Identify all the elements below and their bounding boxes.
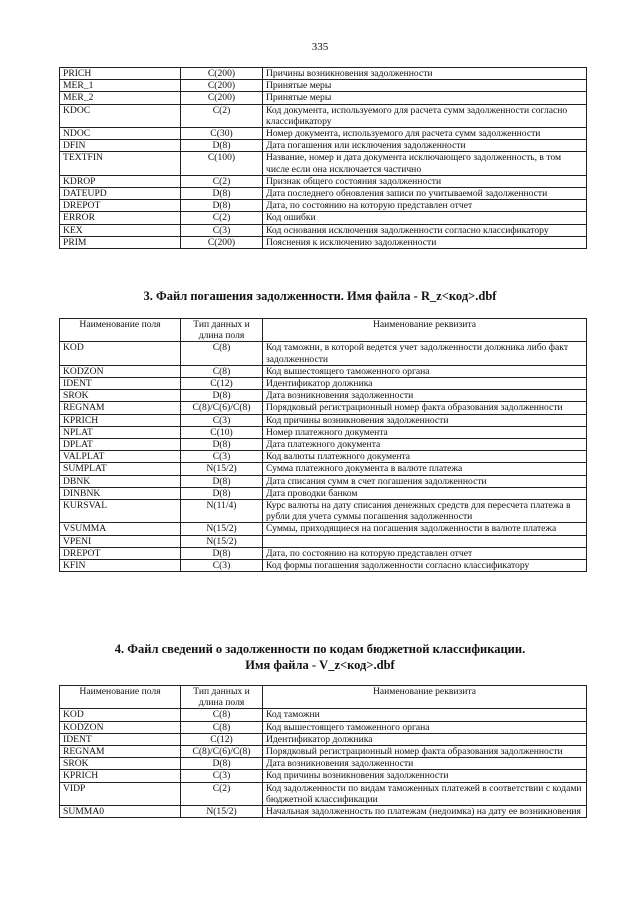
field-name-cell: KDOC [60, 104, 181, 127]
attribute-name-cell: Дата возникновения задолженности [263, 390, 587, 402]
data-type-cell: N(15/2) [181, 535, 263, 547]
repayment-file-table [59, 318, 587, 572]
field-name-cell: DPLAT [60, 439, 181, 451]
data-type-cell: D(8) [181, 475, 263, 487]
attribute-name-cell: Признак общего состояния задолженности [263, 175, 587, 187]
table-row [60, 782, 587, 805]
field-name-cell: REGNAM [60, 746, 181, 758]
data-type-cell: C(10) [181, 426, 263, 438]
field-name-cell: DBNK [60, 475, 181, 487]
attribute-name-cell: Код основания исключения задолженности согласно классификатору [263, 224, 587, 236]
field-name-cell: KFIN [60, 560, 181, 572]
data-type-cell: N(15/2) [181, 463, 263, 475]
table-row [60, 500, 587, 523]
table-row [60, 806, 587, 818]
attribute-name-cell: Идентификатор должника [263, 733, 587, 745]
attribute-name-cell: Название, номер и дата документа исключающего задолженность, в том числе если она исключается частично [263, 152, 587, 175]
attribute-name-cell: Код ошибки [263, 212, 587, 224]
data-type-cell: N(15/2) [181, 806, 263, 818]
field-name-cell: SUMMA0 [60, 806, 181, 818]
data-type-cell: C(3) [181, 224, 263, 236]
field-name-cell: NPLAT [60, 426, 181, 438]
data-type-cell: C(2) [181, 104, 263, 127]
attribute-name-cell: Код вышестоящего таможенного органа [263, 365, 587, 377]
table-row [60, 523, 587, 535]
data-type-cell: C(30) [181, 128, 263, 140]
attribute-name-cell: Пояснения к исключению задолженности [263, 236, 587, 248]
table-row [60, 770, 587, 782]
field-name-cell: SROK [60, 390, 181, 402]
field-name-cell: ERROR [60, 212, 181, 224]
attribute-name-cell: Начальная задолженность по платежам (недоимка) на дату ее возникновения [263, 806, 587, 818]
data-type-cell: C(12) [181, 378, 263, 390]
attribute-name-cell: Номер документа, используемого для расчета сумм задолженности [263, 128, 587, 140]
data-type-cell: D(8) [181, 439, 263, 451]
field-name-cell: KPRICH [60, 770, 181, 782]
table-row [60, 200, 587, 212]
data-type-cell: C(2) [181, 212, 263, 224]
attribute-name-cell: Код валюты платежного документа [263, 451, 587, 463]
field-name-cell: KEX [60, 224, 181, 236]
field-name-cell: DREPOT [60, 547, 181, 559]
field-name-cell: VIDP [60, 782, 181, 805]
table-row [60, 560, 587, 572]
data-type-cell: D(8) [181, 487, 263, 499]
attribute-name-cell: Суммы, приходящиеся на погашения задолженности в валюте платежа [263, 523, 587, 535]
data-type-cell: C(8) [181, 342, 263, 365]
section-3-title: 3. Файл погашения задолженности. Имя файла - R_z<код>.dbf [143, 289, 497, 303]
field-name-cell: KPRICH [60, 414, 181, 426]
attribute-name-cell: Дата, по состоянию на которую представлен отчет [263, 200, 587, 212]
field-name-cell: KOD [60, 709, 181, 721]
data-type-cell: D(8) [181, 188, 263, 200]
budget-classification-file-table [59, 685, 587, 818]
attribute-name-cell: Код таможни, в которой ведется учет задолженности должника либо факт задолженности [263, 342, 587, 365]
field-name-cell: PRIM [60, 236, 181, 248]
table-row [60, 175, 587, 187]
field-name-cell: KDROP [60, 175, 181, 187]
attribute-name-cell: Дата погашения или исключения задолженности [263, 140, 587, 152]
field-name-cell: SROK [60, 758, 181, 770]
data-type-cell: C(3) [181, 560, 263, 572]
table-row [60, 188, 587, 200]
data-type-cell: C(12) [181, 733, 263, 745]
attribute-name-cell: Дата возникновения задолженности [263, 758, 587, 770]
field-name-cell: SUMPLAT [60, 463, 181, 475]
data-type-cell: C(8) [181, 721, 263, 733]
attribute-name-cell: Курс валюты на дату списания денежных средств для пересчета платежа в рубли для учета суммы погашения задолженности [263, 500, 587, 523]
attribute-name-cell: Код документа, используемого для расчета сумм задолженности согласно классификатору [263, 104, 587, 127]
table-row [60, 212, 587, 224]
table-row [60, 80, 587, 92]
data-type-cell: C(200) [181, 236, 263, 248]
data-type-cell: N(15/2) [181, 523, 263, 535]
data-type-cell: C(2) [181, 782, 263, 805]
field-name-cell: IDENT [60, 378, 181, 390]
column-header-data-type: Тип данных и длина поля [181, 319, 263, 342]
field-name-cell: TEXTFIN [60, 152, 181, 175]
table-row [60, 140, 587, 152]
field-name-cell: VPENI [60, 535, 181, 547]
data-type-cell: C(3) [181, 770, 263, 782]
table-row [60, 709, 587, 721]
table-row [60, 439, 587, 451]
attribute-name-cell: Причины возникновения задолженности [263, 68, 587, 80]
table-row [60, 721, 587, 733]
attribute-name-cell: Дата последнего обновления записи по учитываемой задолженности [263, 188, 587, 200]
table-row [60, 414, 587, 426]
data-type-cell: C(200) [181, 80, 263, 92]
field-name-cell: MER_1 [60, 80, 181, 92]
table-row [60, 224, 587, 236]
table-row [60, 535, 587, 547]
attribute-name-cell: Порядковый регистрационный номер факта образования задолженности [263, 746, 587, 758]
column-header-field-name: Наименование поля [60, 319, 181, 342]
field-name-cell: VALPLAT [60, 451, 181, 463]
attribute-name-cell: Код вышестоящего таможенного органа [263, 721, 587, 733]
field-name-cell: DREPOT [60, 200, 181, 212]
attribute-name-cell: Код задолженности по видам таможенных платежей в соответствии с кодами бюджетной классификации [263, 782, 587, 805]
data-type-cell: C(200) [181, 92, 263, 104]
field-name-cell: REGNAM [60, 402, 181, 414]
attribute-name-cell: Номер платежного документа [263, 426, 587, 438]
table-header-row [60, 686, 587, 709]
page-number: 335 [311, 41, 329, 53]
field-name-cell: PRICH [60, 68, 181, 80]
attribute-name-cell: Сумма платежного документа в валюте платежа [263, 463, 587, 475]
field-name-cell: NDOC [60, 128, 181, 140]
field-name-cell: KOD [60, 342, 181, 365]
data-type-cell: C(200) [181, 68, 263, 80]
column-header-field-name: Наименование поля [60, 686, 181, 709]
table-row [60, 426, 587, 438]
attribute-name-cell: Порядковый регистрационный номер факта образования задолженности [263, 402, 587, 414]
table-row [60, 378, 587, 390]
table-row [60, 402, 587, 414]
data-type-cell: D(8) [181, 390, 263, 402]
data-type-cell: N(11/4) [181, 500, 263, 523]
field-name-cell: DATEUPD [60, 188, 181, 200]
table-row [60, 451, 587, 463]
attribute-name-cell: Принятые меры [263, 92, 587, 104]
table-row [60, 152, 587, 175]
data-type-cell: C(8)/C(6)/C(8) [181, 402, 263, 414]
attribute-name-cell [263, 535, 587, 547]
table-row [60, 236, 587, 248]
attribute-name-cell: Код причины возникновения задолженности [263, 770, 587, 782]
table-row [60, 463, 587, 475]
attribute-name-cell: Код формы погашения задолженности согласно классификатору [263, 560, 587, 572]
data-type-cell: C(100) [181, 152, 263, 175]
data-type-cell: D(8) [181, 547, 263, 559]
field-name-cell: IDENT [60, 733, 181, 745]
fields-table-continued [59, 67, 587, 249]
column-header-attribute-name: Наименование реквизита [263, 686, 587, 709]
field-name-cell: DFIN [60, 140, 181, 152]
data-type-cell: C(8) [181, 365, 263, 377]
data-type-cell: C(3) [181, 451, 263, 463]
attribute-name-cell: Дата проводки банком [263, 487, 587, 499]
table-row [60, 365, 587, 377]
table-row [60, 128, 587, 140]
attribute-name-cell: Дата списания сумм в счет погашения задолженности [263, 475, 587, 487]
field-name-cell: KODZON [60, 365, 181, 377]
table-row [60, 342, 587, 365]
data-type-cell: C(8) [181, 709, 263, 721]
data-type-cell: C(3) [181, 414, 263, 426]
column-header-data-type: Тип данных и длина поля [181, 686, 263, 709]
data-type-cell: C(2) [181, 175, 263, 187]
table-row [60, 733, 587, 745]
table-row [60, 104, 587, 127]
table-row [60, 547, 587, 559]
attribute-name-cell: Код таможни [263, 709, 587, 721]
attribute-name-cell: Дата, по состоянию на которую представлен отчет [263, 547, 587, 559]
attribute-name-cell: Идентификатор должника [263, 378, 587, 390]
field-name-cell: KURSVAL [60, 500, 181, 523]
data-type-cell: D(8) [181, 140, 263, 152]
field-name-cell: DINBNK [60, 487, 181, 499]
table-row [60, 746, 587, 758]
field-name-cell: MER_2 [60, 92, 181, 104]
attribute-name-cell: Дата платежного документа [263, 439, 587, 451]
attribute-name-cell: Принятые меры [263, 80, 587, 92]
attribute-name-cell: Код причины возникновения задолженности [263, 414, 587, 426]
section-4-title-line-1: 4. Файл сведений о задолженности по кодам бюджетной классификации. [114, 642, 526, 656]
table-row [60, 390, 587, 402]
data-type-cell: D(8) [181, 200, 263, 212]
table-row [60, 92, 587, 104]
table-row [60, 487, 587, 499]
column-header-attribute-name: Наименование реквизита [263, 319, 587, 342]
table-row [60, 68, 587, 80]
table-row [60, 475, 587, 487]
table-header-row [60, 319, 587, 342]
data-type-cell: D(8) [181, 758, 263, 770]
field-name-cell: VSUMMA [60, 523, 181, 535]
table-row [60, 758, 587, 770]
data-type-cell: C(8)/C(6)/C(8) [181, 746, 263, 758]
section-4-title-line-2: Имя файла - V_z<код>.dbf [245, 658, 395, 672]
field-name-cell: KODZON [60, 721, 181, 733]
